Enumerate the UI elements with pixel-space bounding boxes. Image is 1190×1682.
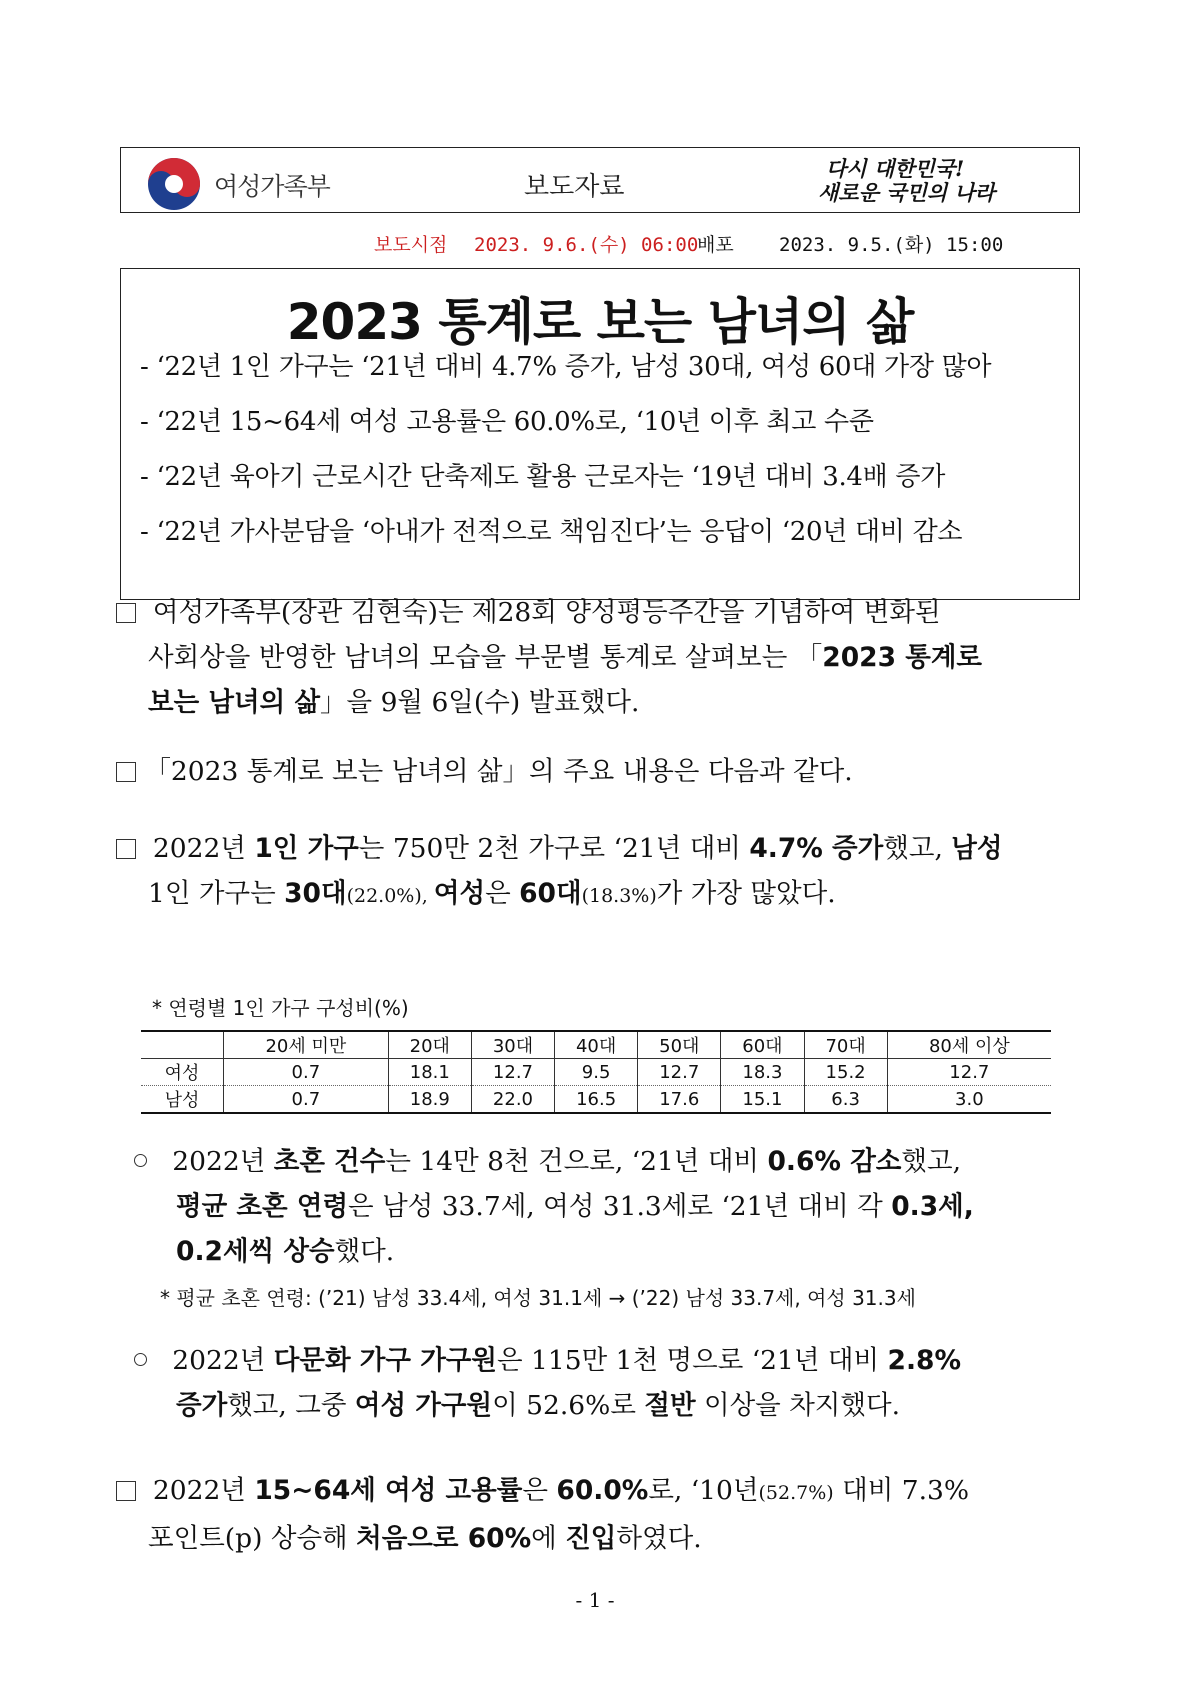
- subtitle-3: - ‘22년 육아기 근로시간 단축제도 활용 근로자는 ‘19년 대비 3.4배 증가: [140, 462, 946, 492]
- table-cell: 3.0: [887, 1086, 1051, 1114]
- release-info: [0, 230, 1190, 256]
- paragraph-2: 「2023 통계로 보는 남녀의 삶」의 주요 내용은 다음과 같다.: [116, 749, 853, 794]
- slogan-handwriting: [818, 154, 1038, 208]
- table-row: [141, 1059, 1051, 1086]
- table-cell: 15.1: [721, 1086, 804, 1114]
- table-row: [141, 1086, 1051, 1114]
- table-cell: 12.7: [471, 1059, 554, 1086]
- single-household-table: [141, 1030, 1051, 1114]
- marriage-age-note: * 평균 초혼 연령: (’21) 남성 33.4세, 여성 31.1세 → (’22) 남성 33.7세, 여성 31.3세: [160, 1286, 916, 1310]
- distribution-value: 2023. 9.5.(화) 15:00: [779, 234, 1004, 256]
- table-header: 20세 미만: [224, 1031, 389, 1059]
- row-label: 남성: [141, 1086, 224, 1114]
- distribution-label: 배포: [697, 234, 734, 256]
- table-header: 80세 이상: [887, 1031, 1051, 1059]
- subtitle-2: - ‘22년 15~64세 여성 고용률은 60.0%로, ‘10년 이후 최고 수준: [140, 407, 874, 437]
- table-header: 60대: [721, 1031, 804, 1059]
- table-cell: 18.3: [721, 1059, 804, 1086]
- page-number: - 1 -: [575, 1588, 615, 1612]
- svg-text:다시 대한민국!: 다시 대한민국!: [826, 156, 965, 181]
- checkbox-bullet-icon: [116, 1481, 136, 1501]
- table-caption: * 연령별 1인 가구 구성비(%): [152, 996, 409, 1020]
- table-header: 70대: [804, 1031, 887, 1059]
- row-label: 여성: [141, 1059, 224, 1086]
- table-cell: 6.3: [804, 1086, 887, 1114]
- paragraph-5: 2022년 다문화 가구 가구원은 115만 1천 명으로 ‘21년 대비 2.8% 증가했고, 그중 여성 가구원이 52.6%로 절반 이상을 차지했다.: [134, 1338, 961, 1428]
- table-header: 40대: [555, 1031, 638, 1059]
- paragraph-4: 2022년 초혼 건수는 14만 8천 건으로, ‘21년 대비 0.6% 감소했고, 평균 초혼 연령은 남성 33.7세, 여성 31.3세로 ‘21년 대비 각 0.3세, 0.2세씩 상승했다.: [134, 1139, 974, 1274]
- table-cell: 18.9: [388, 1086, 471, 1114]
- document-type: 보도자료: [524, 172, 625, 202]
- org-name: 여성가족부: [214, 172, 330, 201]
- table-header: 30대: [471, 1031, 554, 1059]
- embargo-value: 2023. 9.6.(수) 06:00: [474, 234, 699, 256]
- table-cell: 16.5: [555, 1086, 638, 1114]
- subtitle-4: - ‘22년 가사분담을 ‘아내가 전적으로 책임진다’는 응답이 ‘20년 대비 감소: [140, 517, 963, 547]
- table-cell: 9.5: [555, 1059, 638, 1086]
- table-cell: 22.0: [471, 1086, 554, 1114]
- checkbox-bullet-icon: [116, 762, 136, 782]
- table-cell: 17.6: [638, 1086, 721, 1114]
- table-header: 20대: [388, 1031, 471, 1059]
- page-title: 2023 통계로 보는 남녀의 삶: [286, 293, 914, 351]
- paragraph-3: 2022년 1인 가구는 750만 2천 가구로 ‘21년 대비 4.7% 증가했고, 남성 1인 가구는 30대(22.0%), 여성은 60대(18.3%)가 가장 많았다.: [116, 826, 1003, 919]
- table-header: 50대: [638, 1031, 721, 1059]
- circle-bullet-icon: [134, 1353, 147, 1366]
- table-cell: 15.2: [804, 1059, 887, 1086]
- table-cell: 0.7: [224, 1086, 389, 1114]
- paragraph-1: 여성가족부(장관 김현숙)는 제28회 양성평등주간을 기념하여 변화된 사회상을 반영한 남녀의 모습을 부문별 통계로 살펴보는 「2023 통계로 보는 남녀의 삶」을 9월 6일(수) 발표했다.: [116, 590, 982, 725]
- table-cell: 0.7: [224, 1059, 389, 1086]
- svg-text:새로운 국민의 나라: 새로운 국민의 나라: [818, 180, 995, 205]
- paragraph-6: 2022년 15~64세 여성 고용률은 60.0%로, ‘10년(52.7%) 대비 7.3% 포인트(p) 상승해 처음으로 60%에 진입하였다.: [116, 1468, 969, 1561]
- embargo-label: 보도시점: [374, 234, 448, 256]
- government-logo-icon: [146, 156, 202, 212]
- subtitle-1: - ‘22년 1인 가구는 ‘21년 대비 4.7% 증가, 남성 30대, 여성 60대 가장 많아: [140, 352, 992, 382]
- table-corner: [141, 1031, 224, 1059]
- checkbox-bullet-icon: [116, 839, 136, 859]
- checkbox-bullet-icon: [116, 603, 136, 623]
- table-cell: 12.7: [887, 1059, 1051, 1086]
- table-cell: 12.7: [638, 1059, 721, 1086]
- circle-bullet-icon: [134, 1154, 147, 1167]
- table-cell: 18.1: [388, 1059, 471, 1086]
